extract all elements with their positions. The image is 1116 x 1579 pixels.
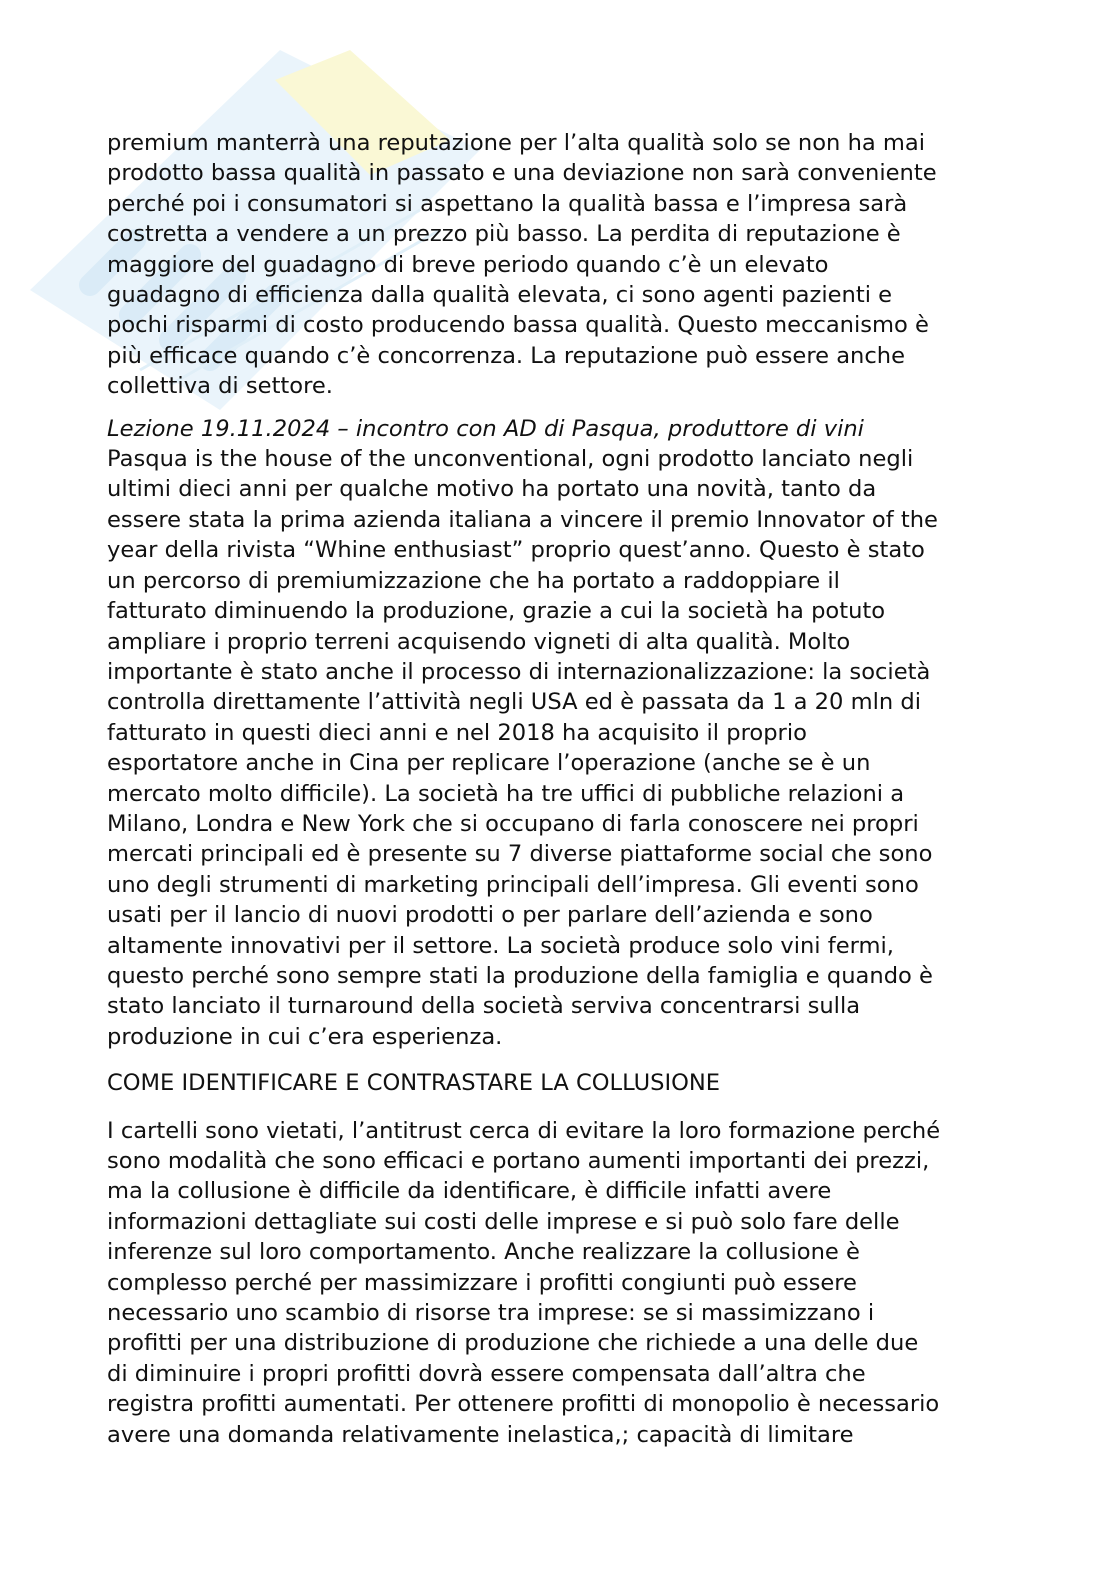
text-line: collettiva di settore.	[107, 373, 333, 400]
text-line: usati per il lancio di nuovi prodotti o per parlare dell’azienda e sono	[107, 902, 873, 929]
text-line: ma la collusione è difficile da identificare, è difficile infatti avere	[107, 1178, 832, 1205]
text-line: mercato molto difficile). La società ha tre uffici di pubbliche relazioni a	[107, 780, 905, 807]
text-line: fatturato diminuendo la produzione, grazie a cui la società ha potuto	[107, 598, 886, 625]
paragraph-pasqua	[107, 444, 1007, 1052]
text-line: stato lanciato il turnaround della società serviva concentrarsi sulla	[107, 993, 861, 1020]
text-line: uno degli strumenti di marketing principali dell’impresa. Gli eventi sono	[107, 871, 919, 898]
section-heading: COME IDENTIFICARE E CONTRASTARE LA COLLUSIONE	[107, 1070, 721, 1097]
text-line: Milano, Londra e New York che si occupano di farla conoscere nei propri	[107, 810, 919, 837]
document-body	[107, 128, 1007, 1450]
text-line: profitti per una distribuzione di produzione che richiede a una delle due	[107, 1330, 919, 1357]
text-line: importante è stato anche il processo di internazionalizzazione: la società	[107, 658, 931, 685]
text-line: altamente innovativi per il settore. La società produce solo vini fermi,	[107, 932, 894, 959]
text-line: guadagno di efficienza dalla qualità elevata, ci sono agenti pazienti e	[107, 282, 893, 309]
text-line: prodotto bassa qualità in passato e una deviazione non sarà conveniente	[107, 160, 937, 187]
text-line: pochi risparmi di costo producendo bassa qualità. Questo meccanismo è	[107, 312, 929, 339]
text-line: I cartelli sono vietati, l’antitrust cerca di evitare la loro formazione perché	[107, 1117, 941, 1144]
text-line: ampliare i proprio terreni acquisendo vigneti di alta qualità. Molto	[107, 628, 851, 655]
text-line: inferenze sul loro comportamento. Anche realizzare la collusione è	[107, 1239, 860, 1266]
text-line: un percorso di premiumizzazione che ha portato a raddoppiare il	[107, 567, 840, 594]
paragraph-collusion	[107, 1116, 1007, 1450]
text-line: avere una domanda relativamente inelastica,; capacità di limitare	[107, 1421, 854, 1448]
text-line: maggiore del guadagno di breve periodo quando c’è un elevato	[107, 251, 829, 278]
text-line: di diminuire i propri profitti dovrà essere compensata dall’altra che	[107, 1360, 866, 1387]
text-line: costretta a vendere a un prezzo più basso. La perdita di reputazione è	[107, 221, 901, 248]
text-line: year della rivista “Whine enthusiast” proprio quest’anno. Questo è stato	[107, 537, 925, 564]
text-line: essere stata la prima azienda italiana a vincere il premio Innovator of the	[107, 506, 938, 533]
paragraph-reputation	[107, 128, 1007, 402]
text-line: necessario uno scambio di risorse tra imprese: se si massimizzano i	[107, 1300, 875, 1327]
text-line: mercati principali ed è presente su 7 diverse piattaforme social che sono	[107, 841, 933, 868]
text-line: perché poi i consumatori si aspettano la qualità bassa e l’impresa sarà	[107, 190, 908, 217]
text-line: fatturato in questi dieci anni e nel 2018 ha acquisito il proprio	[107, 719, 807, 746]
text-line: ultimi dieci anni per qualche motivo ha portato una novità, tanto da	[107, 476, 877, 503]
text-line: produzione in cui c’era esperienza.	[107, 1023, 503, 1050]
text-line: informazioni dettagliate sui costi delle imprese e si può solo fare delle	[107, 1208, 900, 1235]
text-line: premium manterrà una reputazione per l’alta qualità solo se non ha mai	[107, 130, 926, 156]
lecture-title: Lezione 19.11.2024 – incontro con AD di Pasqua, produttore di vini	[107, 415, 864, 442]
text-line: registra profitti aumentati. Per ottenere profitti di monopolio è necessario	[107, 1391, 940, 1418]
text-line: controlla direttamente l’attività negli USA ed è passata da 1 a 20 mln di	[107, 689, 921, 716]
text-line: più efficace quando c’è concorrenza. La reputazione può essere anche	[107, 342, 906, 369]
text-line: Pasqua is the house of the unconventional, ogni prodotto lanciato negli	[107, 446, 914, 473]
text-line: complesso perché per massimizzare i profitti congiunti può essere	[107, 1269, 857, 1296]
text-line: questo perché sono sempre stati la produzione della famiglia e quando è	[107, 962, 933, 989]
text-line: esportatore anche in Cina per replicare l’operazione (anche se è un	[107, 750, 871, 777]
text-line: sono modalità che sono efficaci e portano aumenti importanti dei prezzi,	[107, 1148, 930, 1174]
